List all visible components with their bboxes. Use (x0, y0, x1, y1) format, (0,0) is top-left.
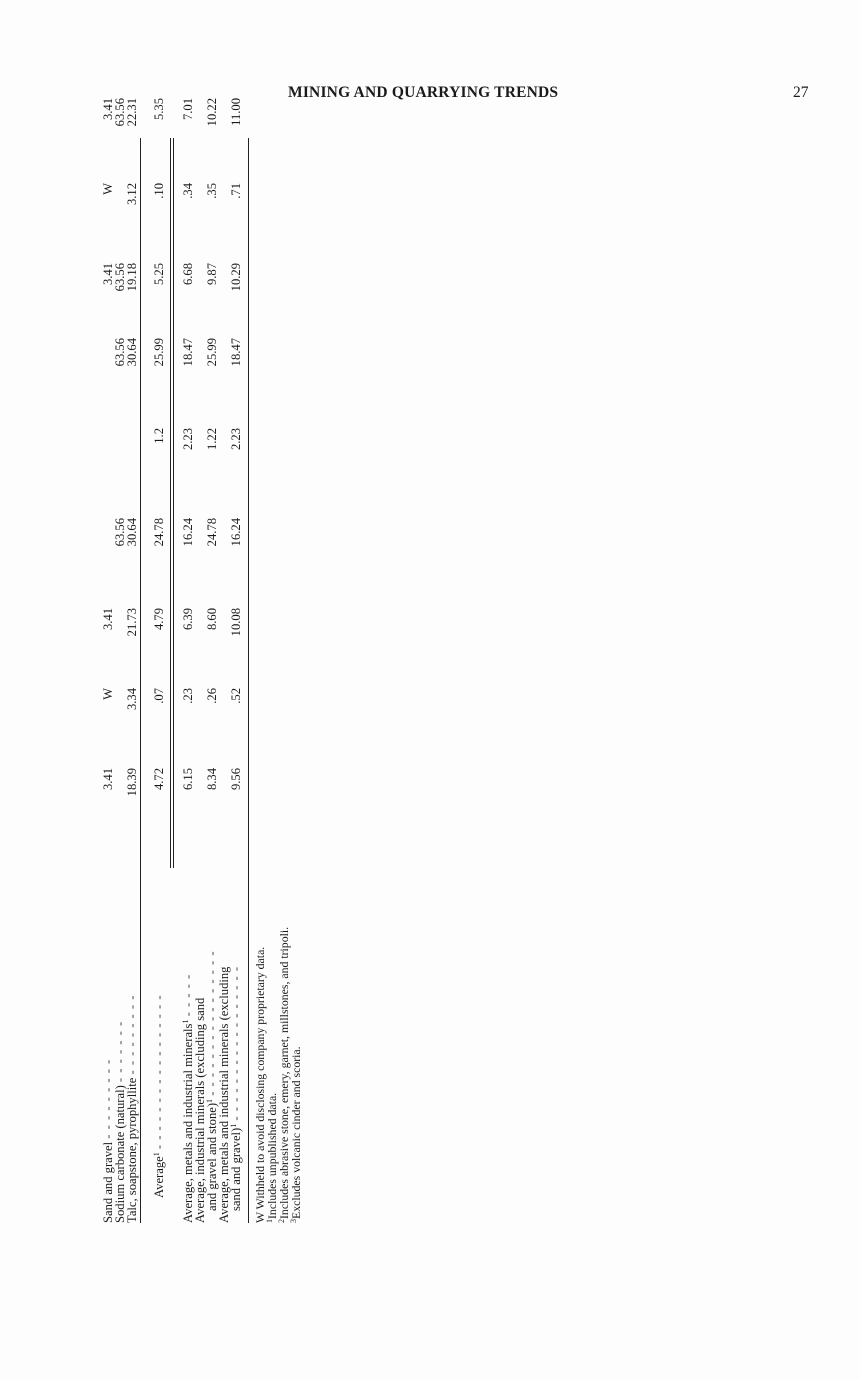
table-cell: 8.60 (205, 608, 219, 631)
table-cell: 4.79 (152, 608, 166, 631)
table-cell: 3.34 (125, 688, 139, 711)
table-cell: 25.99 (152, 338, 166, 367)
table-cell: 63.56 (113, 98, 127, 127)
table-cell: W (101, 688, 115, 700)
table-cell: 8.34 (205, 768, 219, 791)
table-cell: 10.29 (229, 263, 243, 292)
table-cell: .34 (181, 183, 195, 199)
row-label: sand and gravel)$^1$ - - - - - - - - - - - - - - - - - (229, 965, 243, 1211)
table-cell: 5.25 (152, 263, 166, 286)
page-number: 27 (793, 84, 809, 101)
table-cell: 3.41 (101, 768, 115, 791)
table-cell: 1.22 (205, 428, 219, 451)
table-cell: 6.15 (181, 768, 195, 791)
table-cell: 4.72 (152, 768, 166, 791)
row-label: Average$^1$ - - - - - - - - - - - - - - - - - (152, 994, 166, 1198)
table-cell: 24.78 (205, 518, 219, 547)
table-cell: .35 (205, 183, 219, 199)
table-cell: 6.68 (181, 263, 195, 286)
table-cell: 16.24 (181, 518, 195, 547)
footnote: $^3$Excludes volcanic cinder and scoria. (289, 1046, 303, 1223)
table-cell: 18.39 (125, 768, 139, 797)
row-label: Average, metals and industrial minerals (excluding (217, 966, 231, 1223)
running-head: MINING AND QUARRYING TRENDS (288, 84, 559, 101)
rule (170, 138, 171, 868)
rule (173, 138, 174, 868)
table-cell: 2.23 (181, 428, 195, 451)
row-label: Talc, soapstone, pyrophyllite - - - - - - - - - (125, 994, 139, 1223)
row-label: Sand and gravel - - - - - - - - - (101, 1058, 115, 1223)
table-cell: 21.73 (125, 608, 139, 637)
table-cell: .07 (152, 688, 166, 704)
table-cell: .52 (229, 688, 243, 704)
table-cell: .10 (152, 183, 166, 199)
table-cell: 19.18 (125, 263, 139, 292)
table-cell: 3.41 (101, 98, 115, 121)
rule (248, 138, 249, 1223)
table-cell: .23 (181, 688, 195, 704)
table-cell: 30.64 (125, 518, 139, 547)
table-cell: 6.39 (181, 608, 195, 631)
table-cell: 18.47 (229, 338, 243, 367)
table-cell: 3.41 (101, 608, 115, 631)
table-cell: 9.87 (205, 263, 219, 286)
table-cell: 30.64 (125, 338, 139, 367)
table-cell: 24.78 (152, 518, 166, 547)
table-cell: 2.23 (229, 428, 243, 451)
row-label: Average, industrial minerals (excluding sand (193, 997, 207, 1223)
table-cell: 18.47 (181, 338, 195, 367)
row-label: and gravel and stone)$^1$ - - - - - - - - - - - - - - - - (205, 950, 219, 1211)
table-cell: 11.00 (229, 98, 243, 126)
table-cell: 63.56 (113, 518, 127, 547)
table-cell: 16.24 (229, 518, 243, 547)
table-cell: 63.56 (113, 338, 127, 367)
table-cell: .71 (229, 183, 243, 199)
table-cell: 10.22 (205, 98, 219, 127)
table-cell: 3.12 (125, 183, 139, 206)
row-label: Average, metals and industrial minerals$^1$ - - - - - (181, 973, 195, 1223)
table-cell: 63.56 (113, 263, 127, 292)
table-cell: W (101, 183, 115, 195)
table-cell: .26 (205, 688, 219, 704)
table-cell: 25.99 (205, 338, 219, 367)
footnote: $^2$Includes abrasive stone, emery, garnet, millstones, and tripoli. (277, 926, 291, 1223)
table-cell: 9.56 (229, 768, 243, 791)
rotated-table (90, 98, 306, 1223)
table-cell: 22.31 (125, 98, 139, 127)
rule (140, 138, 141, 1223)
table-cell: 7.01 (181, 98, 195, 121)
footnote: $^1$Includes unpublished data. (265, 1092, 279, 1223)
row-label: Sodium carbonate (natural) - - - - - - - (113, 1020, 127, 1223)
table-cell: 10.08 (229, 608, 243, 637)
footnote: W Withheld to avoid disclosing company proprietary data. (253, 946, 267, 1223)
table-cell: 1.2 (152, 428, 166, 444)
table-cell: 3.41 (101, 263, 115, 286)
table-cell: 5.35 (152, 98, 166, 121)
